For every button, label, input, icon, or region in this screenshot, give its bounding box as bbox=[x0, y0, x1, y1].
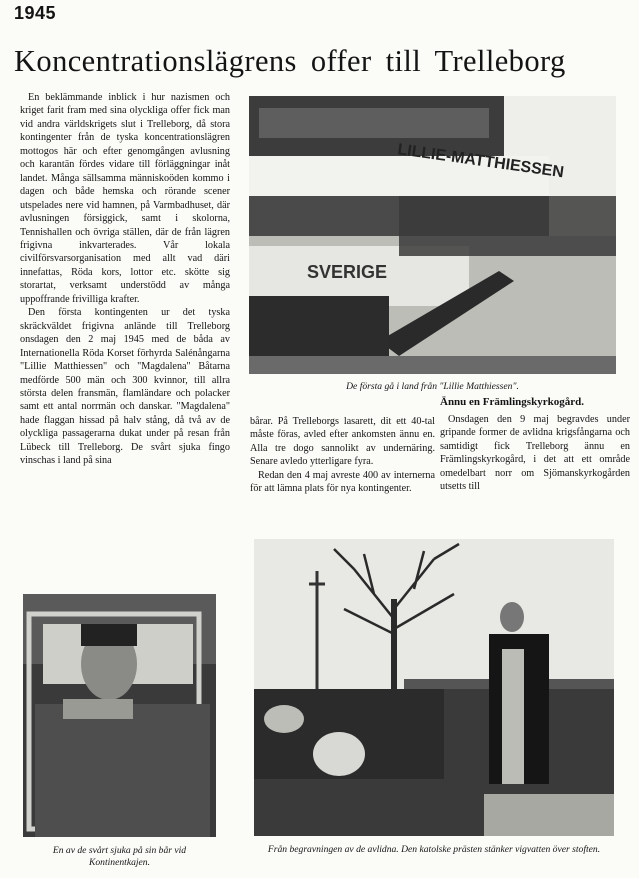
article-column-1 bbox=[20, 91, 230, 468]
patient-photo-caption: En av de svårt sjuka på sin bår vid Kontinentkajen. bbox=[52, 845, 187, 868]
paragraph: bårar. På Trelleborgs lasarett, dit ett 40-tal måste föras, avled efter ankomsten ännu en. Alla tre dogo sannolikt av undernäring. Senare avledo ytterligare fyra. bbox=[250, 416, 435, 468]
ship-photo bbox=[249, 96, 616, 374]
paragraph: Den första kontingenten ur det tyska skräckväldet frigivna anlände till Trelleborg onsdagen den 2 maj 1945 med de båda av Internationella Röda Korset förhyrda Salénångarna "Lillie Matthiessen" och "Magdalena" Båtarna medförde 500 män och 300 kvinnor, till allra största delen fransmän, flamländare och polacker samt ett antal norrmän och danskar. "Magdalena" hade flaggan hissad på halv stång, då två av de olyckliga passagerarna dukat under på resan från Lübeck till Trelleborg. De svårt sjuka fingo vinschas i land på sina bbox=[20, 307, 230, 467]
section-heading: Ännu en Främlingskyrkogård. bbox=[440, 396, 584, 408]
funeral-photo bbox=[254, 539, 614, 836]
patient-photo bbox=[23, 594, 216, 837]
article-column-2 bbox=[250, 415, 435, 496]
paragraph: En beklämmande inblick i hur nazismen och kriget farit fram med sina olyckliga offer fick man vid andra världskrigets slut i Trelleborg, då stora kontingenter från de tyska koncentrationslägren mottogos här och efter genomgången avlusning och karantän fördes vidare till förläggningar inåt landet. Många sällsamma människoöden kommo i dagen och både hemska och rörande scener utspelades nere vid hamnen, på Varmbadhuset, där avlusningen försiggick, samt i skolorna, Tennishallen och övriga ställen, där de från lägren frigivna inkvarterades. Vår lokala civilförsvarsorganisation med allt vad däri innefattas, Röda kors, lottor etc. skötte sig storartat, verksamt understödd av många uppoffrande frivilliga krafter. bbox=[20, 92, 230, 305]
article-column-3 bbox=[440, 395, 630, 494]
ship-photo-caption: De första gå i land från "Lillie Matthiessen". bbox=[346, 381, 519, 392]
year-label: 1945 bbox=[14, 3, 57, 23]
article-headline: Koncentrationslägrens offer till Trelleborg bbox=[14, 44, 566, 78]
paragraph: Onsdagen den 9 maj begravdes under gripande former de avlidna krigsfångarna och samtidigt fick Trelleborg ännu en Främlingskyrkogård, i det att ett område omedelbart norr om Sjömanskyrkogården utsetts till bbox=[440, 414, 630, 493]
funeral-photo-caption: Från begravningen av de avlidna. Den katolske prästen stänker vigvatten över stoften. bbox=[267, 844, 601, 855]
paragraph: Redan den 4 maj avreste 400 av internerna för att lämna plats för nya kontingenter. bbox=[250, 469, 435, 495]
ship-hull-lettering: SVERIGE bbox=[307, 262, 388, 282]
ship-name-sign: LILLIE-MATTHIESSEN bbox=[396, 141, 565, 182]
